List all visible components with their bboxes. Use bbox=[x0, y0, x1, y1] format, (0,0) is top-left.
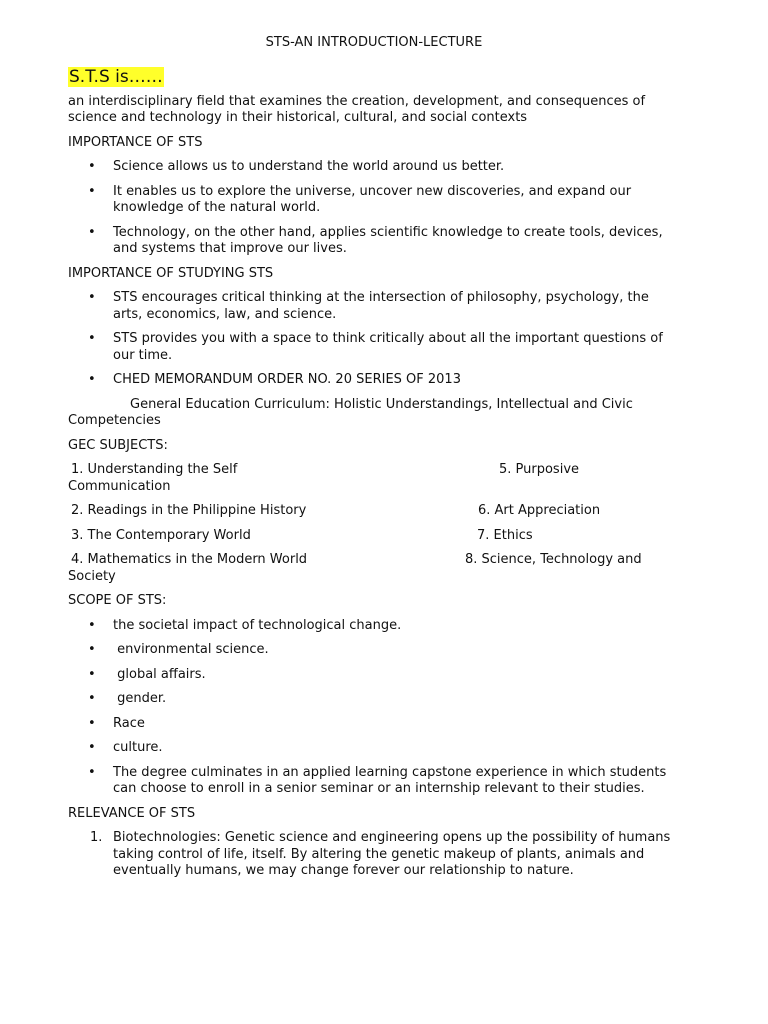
gec-subject-left: 3. The Contemporary World bbox=[71, 527, 251, 543]
gec-subject-right: 6. Art Appreciation bbox=[478, 503, 601, 518]
list-item: • It enables us to explore the universe, uncover new discoveries, and expand our knowledge of the natural world. bbox=[68, 184, 680, 217]
document-title: STS-AN INTRODUCTION-LECTURE bbox=[265, 35, 483, 50]
list-item-number: 1. bbox=[90, 830, 103, 845]
list-item: • CHED MEMORANDUM ORDER NO. 20 SERIES OF 2013 bbox=[68, 372, 680, 389]
gec-subject-right: 7. Ethics bbox=[477, 527, 533, 543]
list-item: • Science allows us to understand the world around us better. bbox=[68, 159, 680, 176]
definition-paragraph: an interdisciplinary field that examines the creation, development, and consequences of science and technology in their historical, cultural, and social contexts bbox=[68, 93, 646, 125]
list-item: • The degree culminates in an applied learning capstone experience in which students can choose to enroll in a senior seminar or an internship relevant to their studies. bbox=[68, 765, 680, 798]
list-item: • gender. bbox=[68, 691, 680, 708]
gec-subject-left: 2. Readings in the Philippine History bbox=[71, 503, 307, 518]
studying-heading: IMPORTANCE OF STUDYING STS bbox=[68, 265, 274, 281]
scope-list bbox=[68, 618, 680, 798]
list-item: • STS provides you with a space to think critically about all the important questions of our time. bbox=[68, 331, 680, 364]
scope-heading: SCOPE OF STS: bbox=[68, 593, 167, 608]
gec-subject-right: 5. Purposive bbox=[499, 462, 580, 477]
list-item: • culture. bbox=[68, 740, 680, 757]
document-page bbox=[68, 32, 680, 888]
relevance-list bbox=[68, 830, 680, 880]
highlighted-heading-text: S.T.S is…… bbox=[69, 66, 163, 87]
list-item: • environmental science. bbox=[68, 642, 680, 659]
gec-heading: GEC SUBJECTS: bbox=[68, 437, 168, 453]
gec-row bbox=[68, 528, 680, 545]
list-item: • Technology, on the other hand, applies scientific knowledge to create tools, devices, and systems that improve our lives. bbox=[68, 225, 680, 258]
list-item: • global affairs. bbox=[68, 667, 680, 684]
list-item bbox=[68, 830, 680, 880]
highlighted-heading bbox=[68, 66, 680, 88]
studying-list bbox=[68, 290, 680, 389]
gec-subject-left: 4. Mathematics in the Modern World bbox=[71, 552, 308, 567]
ched-note: General Education Curriculum: Holistic Understandings, Intellectual and Civic Competencies bbox=[68, 396, 633, 428]
gec-row bbox=[68, 552, 680, 585]
gec-subject-left: 1. Understanding the Self bbox=[71, 462, 238, 477]
list-item: • STS encourages critical thinking at the intersection of philosophy, psychology, the arts, economics, law, and science. bbox=[68, 290, 680, 323]
gec-row bbox=[68, 462, 680, 495]
gec-row bbox=[68, 503, 680, 520]
relevance-heading: RELEVANCE OF STS bbox=[68, 805, 196, 821]
list-item: • the societal impact of technological change. bbox=[68, 618, 680, 635]
list-item: • Race bbox=[68, 716, 680, 733]
importance-list bbox=[68, 159, 680, 258]
list-item-text: Biotechnologies: Genetic science and engineering opens up the possibility of humans taking control of life, itself. By altering the genetic makeup of plants, animals and eventually humans, we may change forever our relationship to nature. bbox=[113, 830, 671, 878]
gec-subject-right: 8. Science, Technology and bbox=[465, 552, 642, 567]
importance-heading: IMPORTANCE OF STS bbox=[68, 134, 203, 150]
gec-subject-continuation: Society bbox=[68, 568, 116, 584]
gec-subject-continuation: Communication bbox=[68, 478, 171, 494]
